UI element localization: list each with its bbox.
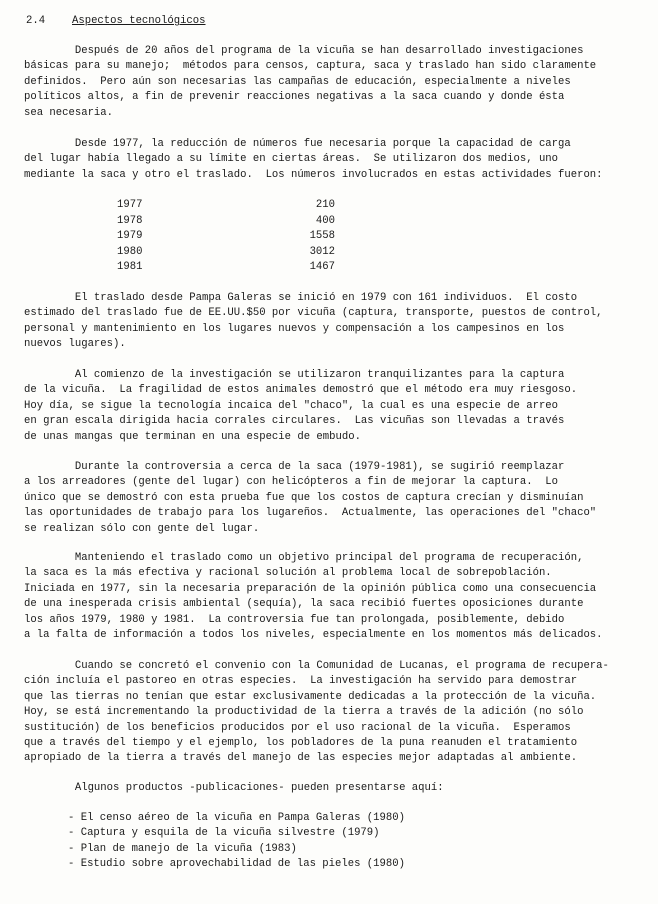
paragraph-saca [24, 551, 630, 643]
paragraph-line: Durante la controversia a cerca de la saca (1979-1981), se sugirió reemplazar [24, 461, 565, 473]
paragraph-intro [24, 44, 630, 121]
paragraph-line: la saca es la más efectiva y racional solución al problema local de sobrepoblación. [24, 567, 552, 580]
section-title: Aspectos tecnológicos [72, 15, 206, 27]
paragraph-line: Iniciada en 1977, sin la necesaria preparación de la opinión pública como una consecuencia [24, 582, 597, 595]
paragraph-line: ción incluía el pastoreo en otras especies. La investigación ha servido para demostrar [24, 675, 578, 688]
publications-list [68, 811, 405, 873]
table-row [117, 229, 335, 245]
paragraph-line: a la falta de información a todos los niveles, especialmente en los momentos más delicados. [24, 629, 603, 642]
numbers-table [117, 198, 335, 276]
paragraph-line: de unas mangas que terminan en una especie de embudo. [24, 430, 361, 443]
table-row [117, 198, 335, 214]
year-cell: 1977 [117, 199, 143, 211]
paragraph-productos [24, 781, 630, 796]
year-cell: 1980 [117, 245, 143, 258]
paragraph-controversia [24, 460, 630, 537]
table-row [117, 245, 335, 261]
paragraph-line: estimado del traslado fue de EE.UU.$50 por vicuña (captura, transporte, puestos de control, [24, 307, 603, 320]
list-item: - Plan de manejo de la vicuña (1983) [68, 842, 297, 855]
paragraph-line: Desde 1977, la reducción de números fue necesaria porque la capacidad de carga [24, 138, 571, 150]
paragraph-line: nuevos lugares). [24, 338, 126, 351]
paragraph-line: apropiado de la tierra a través del manejo de las especies mejor adaptadas al ambiente. [24, 752, 578, 765]
paragraph-line: sea necesaria. [24, 106, 114, 119]
paragraph-line: El traslado desde Pampa Galeras se inició en 1979 con 161 individuos. El costo [24, 292, 578, 304]
paragraph-line: los años 1979, 1980 y 1981. La controversia fue tan prolongada, posiblemente, debido [24, 613, 565, 626]
year-cell: 1979 [117, 230, 143, 243]
count-cell: 400 [315, 214, 335, 227]
list-item: - Captura y esquila de la vicuña silvestre (1979) [68, 827, 380, 840]
paragraph-line: de una inesperada crisis ambiental (sequía), la saca recibió fuertes oposiciones durante [24, 598, 584, 611]
paragraph-line: sustitución) de los beneficios producidos por el uso racional de la vicuña. Esperamos [24, 721, 571, 734]
paragraph-line: Al comienzo de la investigación se utilizaron tranquilizantes para la captura [24, 369, 565, 381]
paragraph-line: básicas para su manejo; métodos para censos, captura, saca y traslado han sido claramente [24, 60, 597, 73]
paragraph-line: de la vicuña. La fragilidad de estos animales demostró que el método era muy riesgoso. [24, 384, 578, 397]
count-cell: 1467 [309, 261, 335, 274]
paragraph-line: personal y mantenimiento en los lugares nuevos y compensación a los campesinos en los [24, 322, 565, 335]
count-cell: 3012 [309, 245, 335, 258]
year-cell: 1981 [117, 261, 143, 274]
paragraph-line: Cuando se concretó el convenio con la Comunidad de Lucanas, el programa de recupera- [24, 660, 609, 672]
paragraph-captura [24, 368, 630, 445]
paragraph-reduction [24, 137, 630, 183]
paragraph-line: Manteniendo el traslado como un objetivo principal del programa de recuperación, [24, 552, 584, 564]
list-item: - Estudio sobre aprovechabilidad de las pieles (1980) [68, 858, 405, 871]
table-row [117, 214, 335, 230]
year-cell: 1978 [117, 214, 143, 227]
paragraph-line: Después de 20 años del programa de la vicuña se han desarrollado investigaciones [24, 45, 584, 57]
paragraph-line: mediante la saca y otro el traslado. Los números involucrados en estas actividades fueron: [24, 168, 603, 181]
paragraph-line: que a través del tiempo y el ejemplo, los pobladores de la puna reanuden el tratamiento [24, 737, 578, 750]
paragraph-line: Hoy día, se sigue la tecnología incaica del "chaco", la cual es una especie de arreo [24, 399, 559, 412]
paragraph-lucanas [24, 659, 630, 767]
paragraph-line: único que se demostró con esta prueba fue que los costos de captura crecían y disminuían [24, 491, 584, 504]
paragraph-line: definidos. Pero aún son necesarias las campañas de educación, especialmente a niveles [24, 75, 571, 88]
paragraph-line: Hoy, se está incrementando la productividad de la tierra a través de la adición (no sólo [24, 706, 584, 719]
section-number: 2.4 [26, 15, 46, 27]
paragraph-line: a los arreadores (gente del lugar) con helicópteros a fin de mejorar la captura. Lo [24, 476, 559, 489]
list-item: - El censo aéreo de la vicuña en Pampa Galeras (1980) [68, 812, 405, 824]
section-heading [26, 14, 206, 29]
paragraph-line: las oportunidades de trabajo para los lugareños. Actualmente, las operaciones del "chaco" [24, 507, 597, 520]
paragraph-line: se realizan sólo con gente del lugar. [24, 522, 260, 535]
paragraph-traslado [24, 291, 630, 353]
paragraph-line: Algunos productos -publicaciones- pueden presentarse aquí: [24, 782, 444, 794]
paragraph-line: en gran escala dirigida hacia corrales circulares. Las vicuñas son llevadas a través [24, 415, 565, 428]
count-cell: 210 [315, 199, 335, 211]
table-row [117, 260, 335, 276]
count-cell: 1558 [309, 230, 335, 243]
paragraph-line: del lugar había llegado a su límite en ciertas áreas. Se utilizaron dos medios, uno [24, 153, 559, 166]
paragraph-line: políticos altos, a fin de prevenir reacciones negativas a la saca cuando y donde ésta [24, 91, 565, 104]
paragraph-line: que las tierras no tenían que estar exclusivamente dedicadas a la protección de la vicuña. [24, 690, 597, 703]
